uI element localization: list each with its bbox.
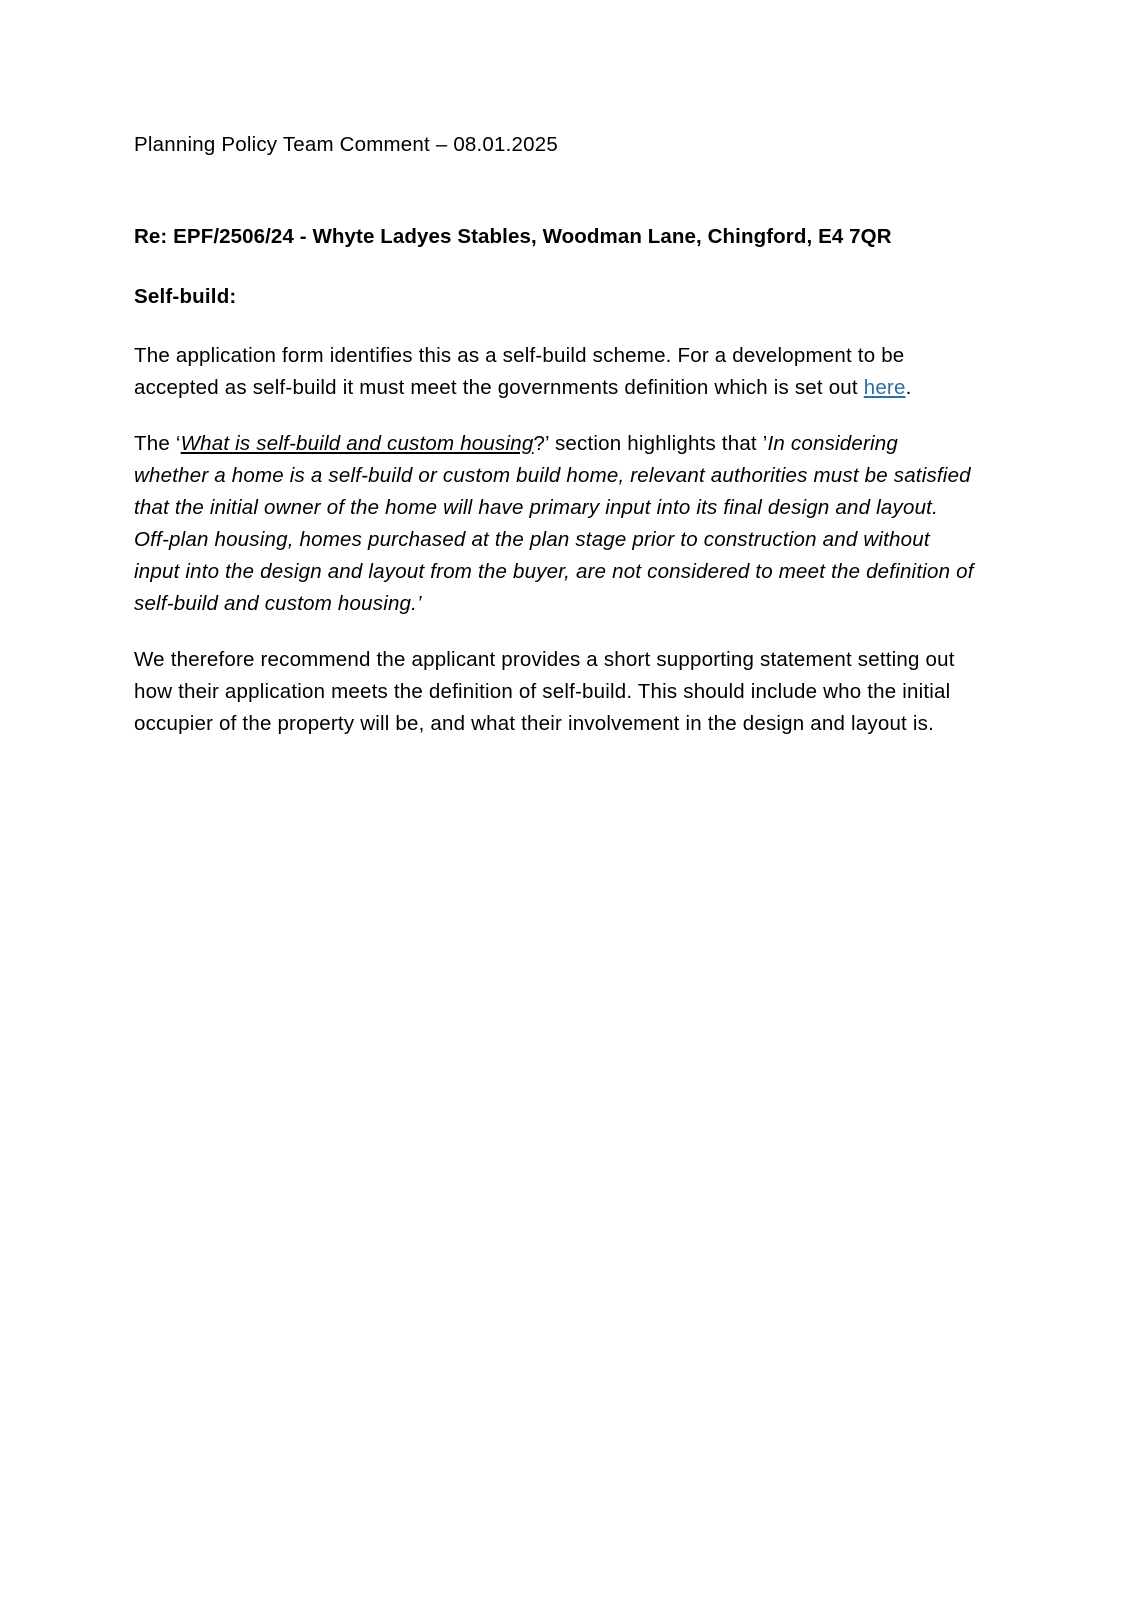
page-title: Re: EPF/2506/24 - Whyte Ladyes Stables, Woodman Lane, Chingford, E4 7QR xyxy=(134,225,892,248)
paragraph-guidance-quote xyxy=(134,428,974,620)
section-subheading: Self-build: xyxy=(134,285,237,308)
paragraph-1-text-before-link: The application form identifies this as a self-build scheme. For a development to be accepted as self-build it must meet the governments definition which is set out xyxy=(134,344,905,399)
document-header-line: Planning Policy Team Comment – 08.01.2025 xyxy=(134,133,558,156)
document-body xyxy=(134,130,974,740)
paragraph-self-build-definition xyxy=(134,340,974,404)
paragraph-recommendation: We therefore recommend the applicant provides a short supporting statement setting out how their application meets the definition of self-build. This should include who the initial occupier of the property will be, and what their involvement in the design and layout is. xyxy=(134,648,955,735)
guidance-section-title: What is self-build and custom housing xyxy=(180,432,534,455)
paragraph-1-text-after-link: . xyxy=(905,376,912,399)
government-definition-link[interactable]: here xyxy=(863,376,906,399)
paragraph-2-lead-in: The ‘ xyxy=(134,432,181,455)
quoted-definition-text: In considering whether a home is a self-build or custom build home, relevant authorities must be satisfied that the initial owner of the home will have primary input into its final design and layout. Off-plan housing, homes purchased at the plan stage prior to construction and without input into the design and layout from the buyer, are not considered to meet the definition of self-build and custom housing.’ xyxy=(134,432,974,615)
paragraph-2-after-underline: ?’ section highlights that ’ xyxy=(533,432,768,455)
